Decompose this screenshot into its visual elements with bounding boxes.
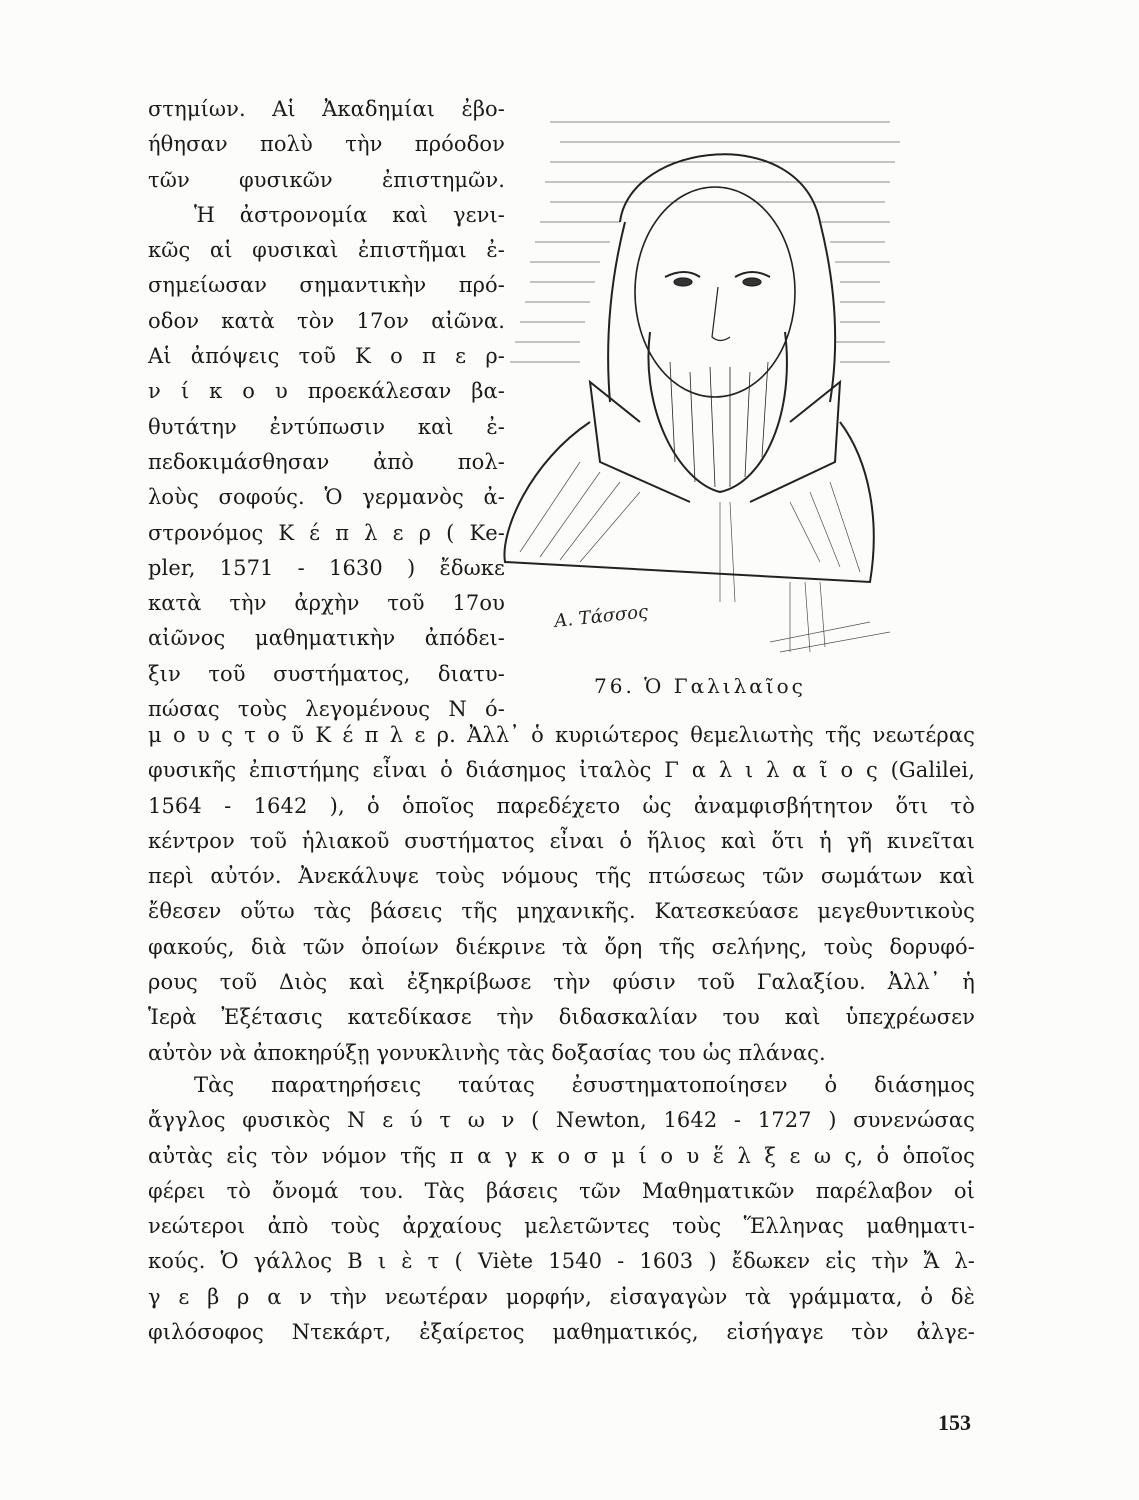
text-line: Τὰς παρατηρήσεις ταύτας ἐσυστηματοποίησεν ὁ διάσημος [194,1073,975,1097]
text-line: κέντρον τοῦ ἡλιακοῦ συστήματος εἶναι ὁ ἥλιος καὶ ὅτι ἡ γῆ κινεῖται [148,828,975,853]
galileo-portrait-illustration [490,82,910,662]
hair [620,154,835,402]
background-hatching [510,122,900,362]
body-text-paragraph-2 [148,1068,975,1350]
text-line: σημείωσαν σημαντικὴν πρό- [148,273,505,298]
artist-signature: Α. Τάσσος [553,601,650,632]
body-text-paragraph-1 [148,718,975,1071]
text-line: στρονόμος Κ έ π λ ε ρ ( Κe- [148,520,505,545]
text-line: κούς. Ὁ γάλλος Β ι ὲ τ ( Viète 1540 - 1603 ) ἔδωκεν εἰς τὴν Ἄ λ- [148,1249,975,1274]
text-line: ρους τοῦ Διὸς καὶ ἐξηκρίβωσε τὴν φύσιν τοῦ Γαλαξίου. Ἀλλ᾿ ἡ [148,970,975,995]
text-line: λοὺς σοφούς. Ὁ γερμανὸς ἀ- [148,485,505,510]
text-line: Ἡ ἀστρονομία καὶ γενι- [194,202,505,227]
text-line: φέρει τὸ ὄνομά του. Τὰς βάσεις τῶν Μαθηματικῶν παρέλαβον οἱ [148,1178,975,1203]
text-line: αἰῶνος μαθηματικὴν ἀπόδει- [148,626,505,651]
text-line: ξιν τοῦ συστήματος, διατυ- [148,661,505,686]
text-line: φυσικῆς ἐπιστήμης εἶναι ὁ διάσημος ἰταλὸς Γ α λ ι λ α ῖ ο ς (Galilei, [148,758,975,783]
text-line: στημίων. Αἱ Ἀκαδημίαι ἐβο- [148,97,505,121]
text-line: αὐτὸν νὰ ἀποκηρύξῃ γονυκλινὴς τὰς δοξασίας του ὡς πλάνας. [148,1040,826,1065]
figure-caption: 76. Ὁ Γαλιλαῖος [594,674,806,698]
beard [648,332,786,492]
text-line: 1564 - 1642 ), ὁ ὁποῖος παρεδέχετο ὡς ἀναμφισβήτητον ὅτι τὸ [148,793,975,818]
text-line: πεδοκιμάσθησαν ἀπὸ πολ- [148,449,505,474]
page-number: 153 [938,1410,971,1435]
text-line: τῶν φυσικῶν ἐπιστημῶν. [148,167,505,192]
left-column-text [148,92,505,727]
text-line: περὶ αὐτόν. Ἀνεκάλυψε τοὺς νόμους τῆς πτώσεως τῶν σωμάτων καὶ [148,864,975,889]
text-line: ήθησαν πολὺ τὴν πρόοδον [148,132,505,157]
text-line: Αἱ ἀπόψεις τοῦ Κ ο π ε ρ- [148,344,505,369]
text-line: αὐτὰς εἰς τὸν νόμον τῆς π α γ κ ο σ μ ί ο υ ἕ λ ξ ε ω ς, ὁ ὁποῖος [148,1143,975,1168]
text-line: ἄγγλος φυσικὸς Ν ε ύ τ ω ν ( Newton, 1642 - 1727 ) συνενώσας [148,1108,975,1133]
text-line: φακούς, διὰ τῶν ὁποίων διέκρινε τὰ ὄρη τῆς σελήνης, τοὺς δορυφό- [148,934,975,959]
text-line: πώσας τοὺς λεγομένους Ν ό- [148,697,505,722]
text-line: μ ο υ ς τ ο ῦ Κ έ π λ ε ρ. Ἀλλ᾿ ὁ κυριώτερος θεμελιωτὴς τῆς νεωτέρας [148,723,975,747]
text-line: νεώτεροι ἀπὸ τοὺς ἀρχαίους μελετῶντες τοὺς Ἕλληνας μαθηματι- [148,1214,975,1239]
text-line: ἔθεσεν οὕτω τὰς βάσεις τῆς μηχανικῆς. Κατεσκεύασε μεγεθυντικοὺς [148,899,975,924]
text-line: οδον κατὰ τὸν 17ον αἰῶνα. [148,308,505,333]
text-line: κατὰ τὴν ἀρχὴν τοῦ 17ου [148,591,505,616]
text-line: ν ί κ ο υ προεκάλεσαν βα- [148,379,505,404]
text-line: γ ε β ρ α ν τὴν νεωτέραν μορφήν, εἰσαγαγὼν τὰ γράμματα, ὁ δὲ [148,1284,975,1309]
face [635,187,795,397]
text-line: φιλόσοφος Ντεκάρτ, ἐξαίρετος μαθηματικός, εἰσήγαγε τὸν ἀλγε- [148,1320,975,1345]
text-line: κῶς αἱ φυσικαὶ ἐπιστῆμαι ἐ- [148,238,505,263]
text-line: θυτάτην ἐντύπωσιν καὶ ἐ- [148,414,505,439]
text-line: Ἱερὰ Ἐξέτασις κατεδίκασε τὴν διδασκαλίαν του καὶ ὑπεχρέωσεν [148,1005,975,1030]
text-line: pler, 1571 - 1630 ) ἔδωκε [148,555,505,580]
